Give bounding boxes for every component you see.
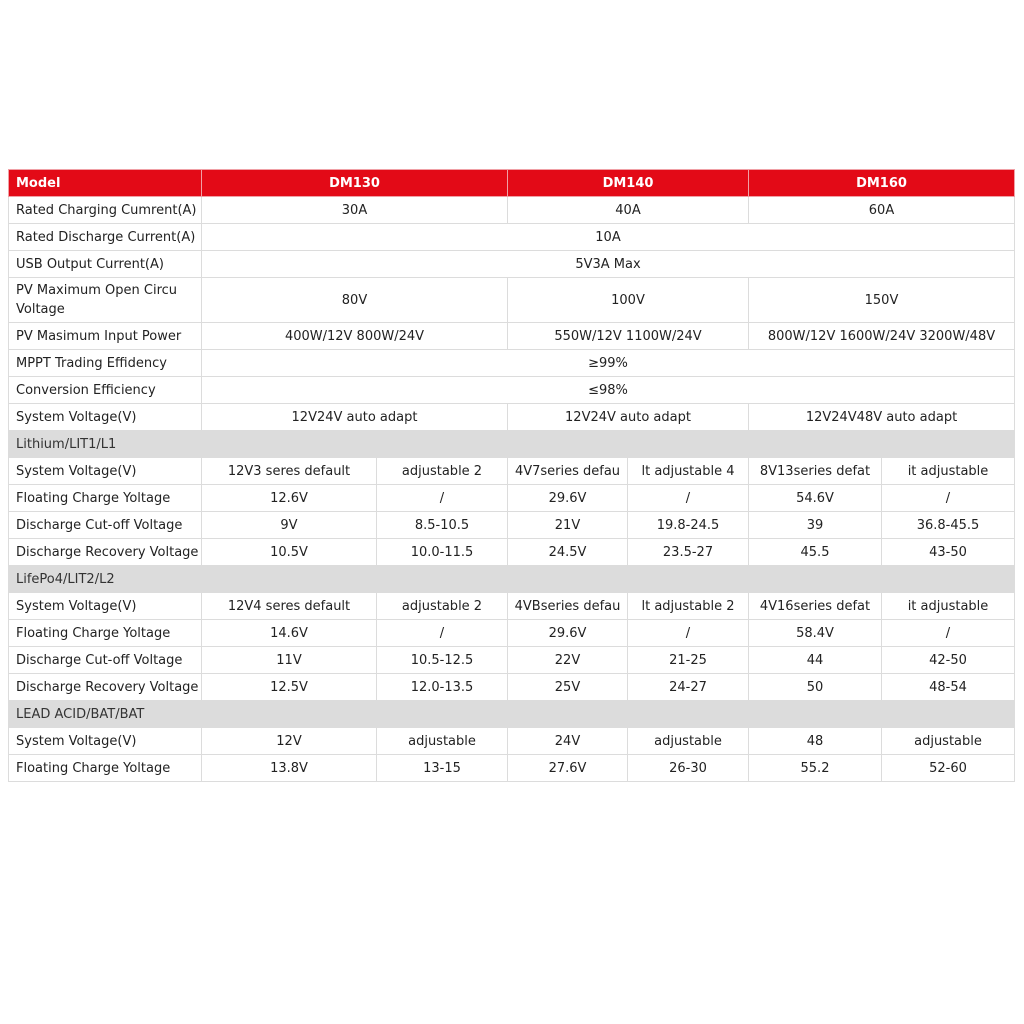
cell-value: 48 [749,728,882,755]
cell-value: 58.4V [749,620,882,647]
cell-value: 23.5-27 [628,539,749,566]
cell-value: ≤98% [202,377,1015,404]
header-dm160: DM160 [749,170,1015,197]
cell-value: adjustable 2 [377,458,508,485]
cell-value: 19.8-24.5 [628,512,749,539]
table-row [9,647,1015,674]
cell-value: 21V [508,512,628,539]
cell-value: 24-27 [628,674,749,701]
section-header-row [9,701,1015,728]
cell-value: 150V [749,278,1015,323]
cell-value: 42-50 [882,647,1015,674]
cell-value: it adjustable [882,593,1015,620]
cell-value: 12V3 seres default [202,458,377,485]
cell-value: 60A [749,197,1015,224]
cell-value: 9V [202,512,377,539]
table-row [9,512,1015,539]
cell-value: / [628,485,749,512]
cell-value: 10.5V [202,539,377,566]
cell-value: 29.6V [508,485,628,512]
cell-value: adjustable [628,728,749,755]
table-row [9,755,1015,782]
cell-value: adjustable 2 [377,593,508,620]
cell-value: 21-25 [628,647,749,674]
table-row [9,674,1015,701]
cell-value: 22V [508,647,628,674]
cell-value: lt adjustable 4 [628,458,749,485]
row-label: Floating Charge Yoltage [9,620,202,647]
cell-value: 24V [508,728,628,755]
cell-value: adjustable [882,728,1015,755]
header-row [9,170,1015,197]
cell-value: 44 [749,647,882,674]
section-header-row [9,431,1015,458]
cell-value: 4VBseries defau [508,593,628,620]
cell-value: 52-60 [882,755,1015,782]
table-row [9,197,1015,224]
row-label: Discharge Cut-off Voltage [9,647,202,674]
row-label: System Voltage(V) [9,728,202,755]
cell-value: 45.5 [749,539,882,566]
section-title: LifePo4/LIT2/L2 [9,566,1015,593]
cell-value: 100V [508,278,749,323]
cell-value: 12.0-13.5 [377,674,508,701]
cell-value: 25V [508,674,628,701]
cell-value: 8.5-10.5 [377,512,508,539]
cell-value: 4V7series defau [508,458,628,485]
table-row [9,593,1015,620]
cell-value: 14.6V [202,620,377,647]
table-row [9,278,1015,323]
table-row [9,323,1015,350]
cell-value: 10A [202,224,1015,251]
cell-value: 12V24V auto adapt [508,404,749,431]
row-label: Conversion Efficiency [9,377,202,404]
table-row [9,251,1015,278]
cell-value: 10.5-12.5 [377,647,508,674]
section-lithium [9,431,1015,566]
table-row [9,485,1015,512]
cell-value: 550W/12V 1100W/24V [508,323,749,350]
row-label: System Voltage(V) [9,404,202,431]
cell-value: it adjustable [882,458,1015,485]
cell-value: 400W/12V 800W/24V [202,323,508,350]
table-row [9,539,1015,566]
cell-value: 48-54 [882,674,1015,701]
cell-value: / [882,620,1015,647]
cell-value: 30A [202,197,508,224]
row-label: Floating Charge Yoltage [9,485,202,512]
cell-value: 5V3A Max [202,251,1015,278]
cell-value: 800W/12V 1600W/24V 3200W/48V [749,323,1015,350]
cell-value: 10.0-11.5 [377,539,508,566]
cell-value: 12V [202,728,377,755]
cell-value: 13-15 [377,755,508,782]
cell-value: 12.5V [202,674,377,701]
cell-value: 39 [749,512,882,539]
cell-value: ≥99% [202,350,1015,377]
cell-value: / [377,620,508,647]
section-lifepo4 [9,566,1015,701]
cell-value: / [377,485,508,512]
section-header-row [9,566,1015,593]
row-label: System Voltage(V) [9,458,202,485]
cell-value: lt adjustable 2 [628,593,749,620]
section-title: Lithium/LIT1/L1 [9,431,1015,458]
table-row [9,350,1015,377]
cell-value: 36.8-45.5 [882,512,1015,539]
cell-value: 54.6V [749,485,882,512]
row-label: PV Masimum Input Power [9,323,202,350]
header-dm130: DM130 [202,170,508,197]
row-label: Discharge Recovery Voltage [9,674,202,701]
table-row [9,620,1015,647]
cell-value: 4V16series defat [749,593,882,620]
row-label: MPPT Trading Effidency [9,350,202,377]
table-row [9,224,1015,251]
cell-value: adjustable [377,728,508,755]
cell-value: 29.6V [508,620,628,647]
row-label: Floating Charge Yoltage [9,755,202,782]
spec-table [8,169,1015,782]
table-row [9,377,1015,404]
cell-value: 43-50 [882,539,1015,566]
section-title: LEAD ACID/BAT/BAT [9,701,1015,728]
header-dm140: DM140 [508,170,749,197]
cell-value: 11V [202,647,377,674]
cell-value: 40A [508,197,749,224]
row-label: Discharge Cut-off Voltage [9,512,202,539]
cell-value: 12V24V auto adapt [202,404,508,431]
row-label: USB Output Current(A) [9,251,202,278]
row-label: Rated Discharge Current(A) [9,224,202,251]
table-row [9,458,1015,485]
cell-value: 55.2 [749,755,882,782]
header-model-label: Model [9,170,202,197]
row-label: Discharge Recovery Voltage [9,539,202,566]
cell-value: 12.6V [202,485,377,512]
cell-value: / [628,620,749,647]
row-label: System Voltage(V) [9,593,202,620]
cell-value: 12V24V48V auto adapt [749,404,1015,431]
cell-value: 8V13series defat [749,458,882,485]
row-label: Rated Charging Cumrent(A) [9,197,202,224]
section-lead-acid [9,701,1015,782]
cell-value: 13.8V [202,755,377,782]
table-row [9,728,1015,755]
cell-value: 27.6V [508,755,628,782]
table-row [9,404,1015,431]
cell-value: 50 [749,674,882,701]
cell-value: 80V [202,278,508,323]
cell-value: / [882,485,1015,512]
cell-value: 26-30 [628,755,749,782]
cell-value: 24.5V [508,539,628,566]
row-label: PV Maximum Open Circu Voltage [9,278,202,323]
cell-value: 12V4 seres default [202,593,377,620]
